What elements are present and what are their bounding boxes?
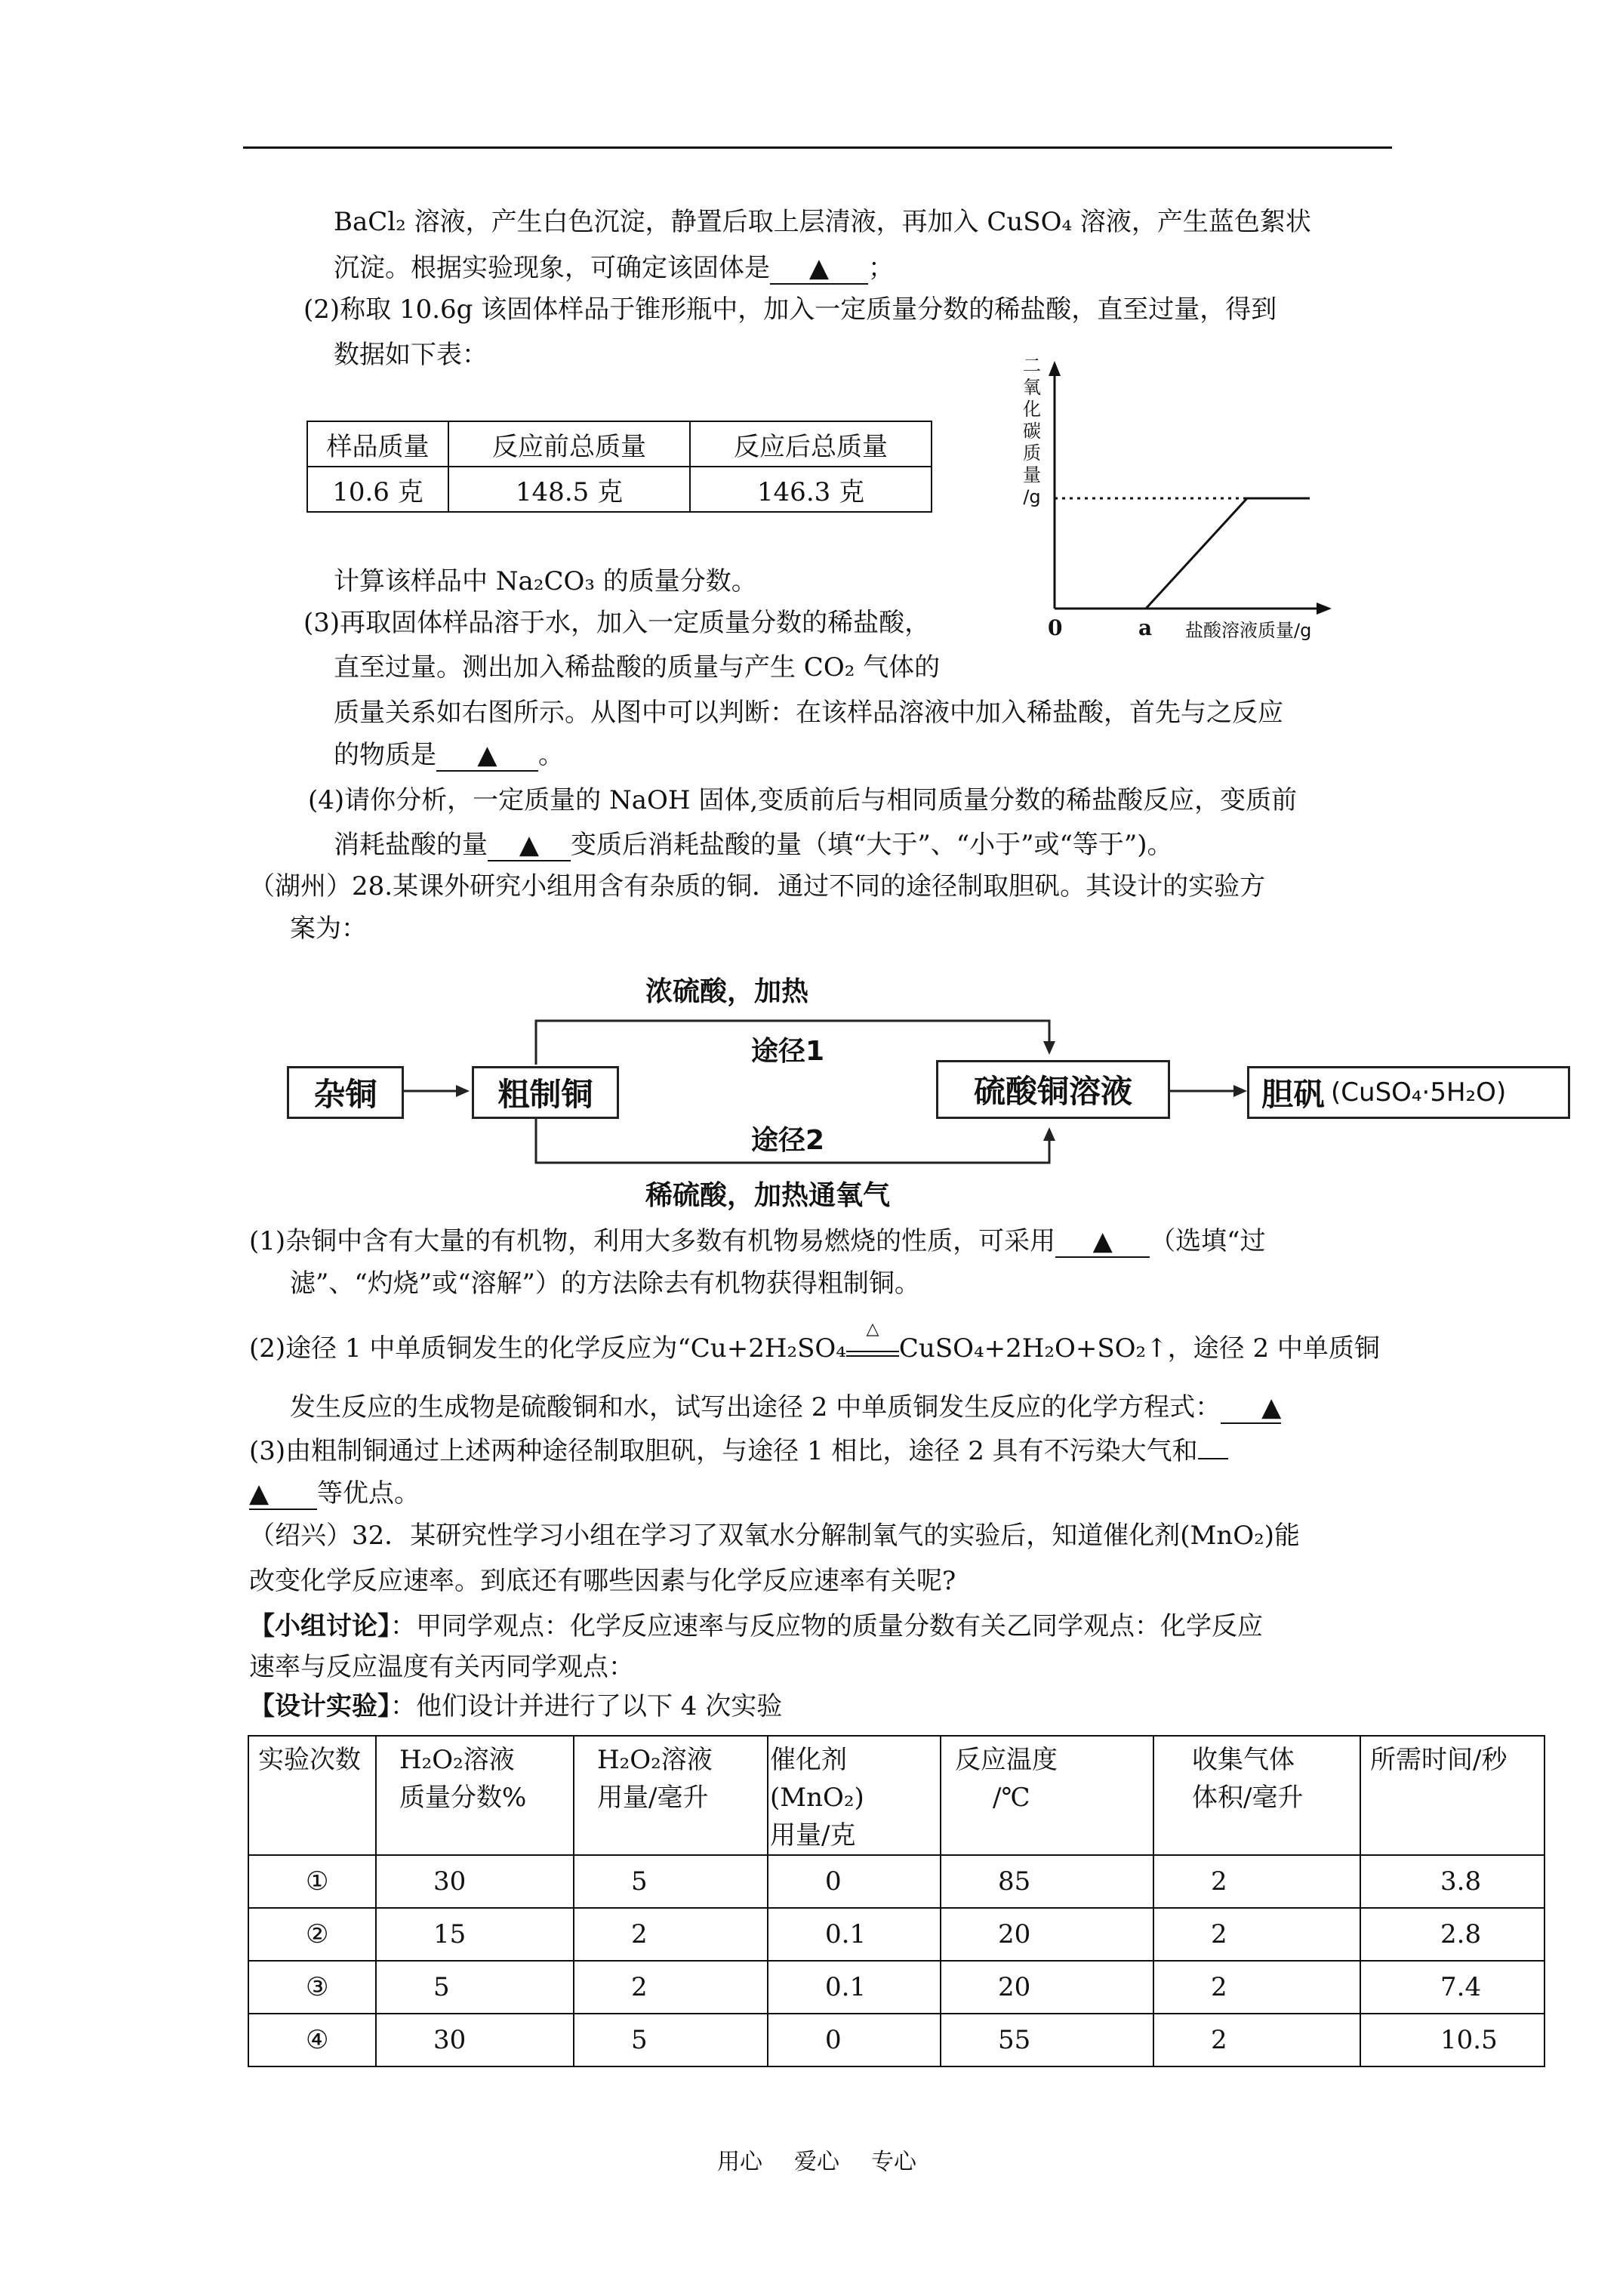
text-line: 滤”、“灼烧”或“溶解”）的方法除去有机物获得粗制铜。 (290, 1268, 920, 1299)
header-line: 实验次数 (258, 1745, 361, 1775)
flow-box-rough-copper: 粗制铜 (472, 1066, 619, 1119)
table-header: 反应后总质量 (690, 421, 932, 467)
table-cell: 2 (1153, 2014, 1360, 2066)
table-cell: 5 (574, 2014, 768, 2066)
y-axis-arrow (1049, 361, 1061, 376)
text-line: 数据如下表： (334, 340, 488, 370)
text-line: 质量关系如右图所示。从图中可以判断：在该样品溶液中加入稀盐酸，首先与之反应 (334, 698, 1283, 728)
answer-blank[interactable] (436, 740, 538, 772)
text-span: ； (868, 253, 894, 283)
header-line: 反应温度 (955, 1745, 1058, 1775)
header-line: 所需时间/秒 (1370, 1745, 1508, 1775)
text-span: 的物质是 (334, 740, 436, 770)
answer-blank[interactable] (249, 1478, 317, 1510)
table-header (1360, 1736, 1544, 1855)
table-header: 反应前总质量 (448, 421, 690, 467)
graph-point-a: a (1138, 615, 1153, 640)
table-cell: 15 (376, 1908, 574, 1961)
footer-word: 爱心 (794, 2149, 839, 2175)
table-row (248, 1908, 1544, 1961)
table-row (248, 1961, 1544, 2014)
text-line (249, 1320, 1380, 1365)
table-cell: 30 (376, 1855, 574, 1908)
text-span: ：他们设计并进行了以下 4 次实验 (390, 1691, 783, 1721)
text-line (249, 1435, 1228, 1468)
table-cell: 3.8 (1360, 1855, 1544, 1908)
triangle-mark: ▲ (808, 253, 830, 283)
text-span: (2)途径 1 中单质铜发生的化学反应为“Cu+2H₂SO₄ (249, 1333, 846, 1364)
ylabel-char: 氧 (1023, 377, 1041, 398)
table-cell: 20 (941, 1961, 1153, 2014)
flow-box-crude-copper: 杂铜 (287, 1066, 404, 1119)
text-line (334, 828, 1173, 861)
ylabel-char: 二 (1023, 355, 1041, 376)
sample-mass-table (306, 421, 932, 513)
text-line (249, 1225, 1266, 1258)
answer-blank[interactable] (1221, 1392, 1281, 1424)
text-span: （选填“过 (1150, 1226, 1266, 1256)
co2-graph (1042, 355, 1344, 649)
triangle-mark: ▲ (1261, 1392, 1282, 1422)
text-line: 速率与反应温度有关丙同学观点： (249, 1652, 634, 1682)
header-line: H₂O₂溶液 (399, 1745, 515, 1775)
footer-word: 专心 (871, 2149, 916, 2175)
table-cell: 2.8 (1360, 1908, 1544, 1961)
heat-symbol: △ (866, 1320, 879, 1339)
table-header (1153, 1736, 1360, 1855)
table-cell: 85 (941, 1855, 1153, 1908)
answer-blank[interactable] (1055, 1226, 1150, 1258)
table-cell: 55 (941, 2014, 1153, 2066)
header-line: /℃ (993, 1783, 1030, 1813)
header-line: 收集气体 (1192, 1745, 1295, 1775)
graph-origin: 0 (1048, 615, 1063, 640)
table-cell: 0 (768, 1855, 941, 1908)
text-span: 变质后消耗盐酸的量（填“大于”、“小于”或“等于”)。 (571, 830, 1173, 860)
text-span: 沉淀。根据实验现象，可确定该固体是 (334, 253, 770, 283)
table-cell: ① (248, 1855, 376, 1908)
graph-xlabel: 盐酸溶液质量/g (1185, 620, 1312, 641)
x-axis-arrow (1317, 603, 1332, 615)
answer-blank[interactable] (488, 830, 571, 861)
flow-path1-label: 途径1 (751, 1036, 825, 1067)
table-cell: ④ (248, 2014, 376, 2066)
table-cell: 0 (768, 2014, 941, 2066)
text-span: 等优点。 (317, 1478, 420, 1509)
table-cell: 0.1 (768, 1908, 941, 1961)
text-line: 直至过量。测出加入稀盐酸的质量与产生 CO₂ 气体的 (334, 652, 941, 683)
table-row (248, 1855, 1544, 1908)
triangle-mark: ▲ (477, 740, 497, 770)
text-line: 改变化学反应速率。到底还有哪些因素与化学反应速率有关呢? (249, 1566, 956, 1596)
flow-top-label: 浓硫酸，加热 (645, 976, 809, 1007)
table-row (248, 2014, 1544, 2066)
flow-box-copper-sulfate: 硫酸铜溶液 (936, 1060, 1170, 1119)
header-line: 体积/毫升 (1192, 1783, 1304, 1813)
table-cell: ③ (248, 1961, 376, 2014)
flow-bottom-label: 稀硫酸，加热通氧气 (645, 1180, 891, 1211)
table-cell: 5 (376, 1961, 574, 2014)
text-line: (2)称取 10.6g 该固体样品于锥形瓶中，加入一定质量分数的稀盐酸，直至过量，得到 (303, 294, 1277, 325)
table-cell: 5 (574, 1855, 768, 1908)
page-footer (717, 2143, 916, 2176)
text-span: 发生反应的生成物是硫酸铜和水，试写出途径 2 中单质铜发生反应的化学方程式： (290, 1392, 1221, 1422)
text-span: (1)杂铜中含有大量的有机物，利用大多数有机物易燃烧的性质，可采用 (249, 1226, 1056, 1256)
table-header (376, 1736, 574, 1855)
table-cell: 2 (574, 1908, 768, 1961)
header-line: 用量/毫升 (597, 1783, 709, 1813)
flow-path2-label: 途径2 (751, 1125, 825, 1156)
text-line: 案为： (290, 914, 367, 944)
text-line (290, 1391, 1281, 1424)
table-header: 样品质量 (307, 421, 448, 467)
section-heading: 【小组讨论】 (249, 1611, 390, 1641)
table-cell: 10.6 克 (307, 467, 448, 512)
table-cell: 2 (574, 1961, 768, 2014)
text-line: (4)请你分析，一定质量的 NaOH 固体,变质前后与相同质量分数的稀盐酸反应，变质前 (308, 785, 1298, 815)
table-cell: 20 (941, 1908, 1153, 1961)
text-line: 计算该样品中 Na₂CO₃ 的质量分数。 (334, 566, 757, 596)
header-rule (243, 146, 1392, 149)
section-heading: 【设计实验】 (249, 1691, 390, 1721)
flow-box4-main: 胆矾 (1261, 1076, 1326, 1113)
footer-word: 用心 (717, 2149, 762, 2175)
text-span: ：甲同学观点：化学反应速率与反应物的质量分数有关乙同学观点：化学反应 (390, 1611, 1263, 1641)
triangle-mark: ▲ (519, 830, 540, 860)
table-header (574, 1736, 768, 1855)
text-line (249, 1477, 420, 1510)
text-span: 消耗盐酸的量 (334, 830, 488, 860)
table-cell: 2 (1153, 1855, 1360, 1908)
table-cell: 2 (1153, 1908, 1360, 1961)
text-span: 。 (538, 740, 564, 770)
table-header (941, 1736, 1153, 1855)
ylabel-char: 量 (1023, 464, 1041, 485)
table-header (248, 1736, 376, 1855)
text-line: BaCl₂ 溶液，产生白色沉淀，静置后取上层清液，再加入 CuSO₄ 溶液，产生蓝色絮状 (334, 207, 1311, 237)
experiment-table (248, 1735, 1545, 2067)
co2-curve (1146, 498, 1310, 609)
text-line (249, 1690, 782, 1723)
flow-box-blue-vitriol (1247, 1066, 1570, 1119)
table-cell: 10.5 (1360, 2014, 1544, 2066)
table-header (768, 1736, 941, 1855)
table-cell: 0.1 (768, 1961, 941, 2014)
reaction-condition (846, 1320, 899, 1357)
ylabel-char: 碳 (1023, 421, 1041, 442)
flow-box4-formula: (CuSO₄·5H₂O) (1331, 1077, 1507, 1108)
triangle-mark: ▲ (1092, 1226, 1113, 1256)
text-line: (3)再取固体样品溶于水，加入一定质量分数的稀盐酸， (303, 608, 931, 638)
table-cell: 2 (1153, 1961, 1360, 2014)
header-line: H₂O₂溶液 (597, 1745, 713, 1775)
table-cell: ② (248, 1908, 376, 1961)
text-line (334, 251, 894, 285)
triangle-mark: ▲ (249, 1478, 269, 1509)
answer-blank[interactable] (770, 253, 868, 285)
ylabel-char: 化 (1023, 399, 1041, 420)
table-cell: 30 (376, 2014, 574, 2066)
table-cell: 148.5 克 (448, 467, 690, 512)
text-span: CuSO₄+2H₂O+SO₂↑，途径 2 中单质铜 (898, 1333, 1380, 1364)
answer-blank[interactable] (1198, 1458, 1228, 1459)
text-span: (3)由粗制铜通过上述两种途径制取胆矾，与途径 1 相比，途径 2 具有不污染大气和 (249, 1436, 1198, 1466)
ylabel-char: 质 (1023, 442, 1041, 464)
graph-ylabel (1021, 355, 1043, 508)
text-line: （绍兴）32．某研究性学习小组在学习了双氧水分解制氧气的实验后，知道催化剂(MnO₂)能 (249, 1521, 1301, 1551)
header-line: 催化剂 (MnO₂) (770, 1745, 864, 1813)
text-line (249, 1610, 1263, 1643)
ylabel-char: /g (1023, 486, 1041, 507)
header-line: 用量/克 (770, 1820, 856, 1851)
table-cell: 7.4 (1360, 1961, 1544, 2014)
table-cell: 146.3 克 (690, 467, 932, 512)
header-line: 质量分数% (399, 1783, 527, 1813)
equal-sign (846, 1351, 899, 1357)
text-line: （湖州）28.某课外研究小组用含有杂质的铜．通过不同的途径制取胆矾。其设计的实验方 (249, 871, 1266, 901)
text-line (334, 738, 564, 772)
